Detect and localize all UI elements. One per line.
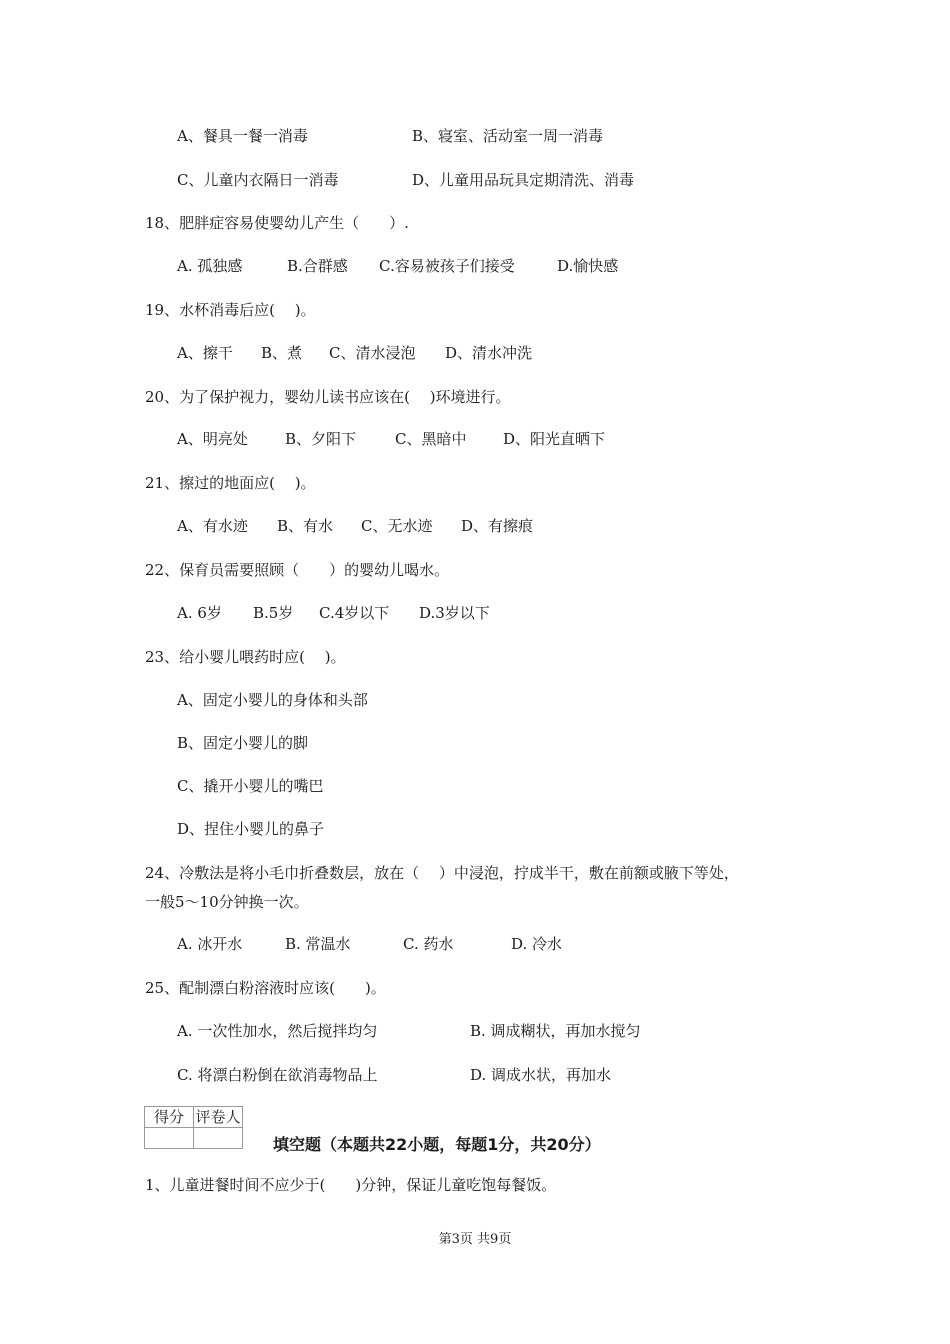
q25-option-a: A. 一次性加水，然后搅拌均匀 [177, 1022, 378, 1040]
q22-option-a: A. 6岁 [177, 604, 222, 622]
q20-option-c: C、黑暗中 [395, 430, 467, 448]
q21-option-b: B、有水 [277, 517, 334, 535]
q17-option-d: D、儿童用品玩具定期清洗、消毒 [412, 171, 635, 189]
q18-option-d: D.愉快感 [557, 257, 619, 275]
q22-option-c: C.4岁以下 [319, 604, 390, 622]
q18-option-a: A. 孤独感 [177, 257, 243, 275]
q24-option-a: A. 冰开水 [177, 935, 243, 953]
q24-option-b: B. 常温水 [285, 935, 351, 953]
q25-option-b: B. 调成糊状，再加水搅匀 [470, 1022, 641, 1040]
score-cell [145, 1128, 194, 1149]
q21-option-a: A、有水迹 [177, 517, 248, 535]
q17-option-a: A、餐具一餐一消毒 [177, 127, 308, 145]
q23-option-a: A、固定小婴儿的身体和头部 [177, 691, 368, 709]
q24-option-d: D. 冷水 [511, 935, 563, 953]
q22-stem: 22、保育员需要照顾（ ）的婴幼儿喝水。 [145, 561, 450, 579]
q24-option-c: C. 药水 [403, 935, 454, 953]
q19-options [177, 343, 532, 363]
q25-option-d: D. 调成水状，再加水 [470, 1066, 612, 1084]
q20-stem: 20、为了保护视力，婴幼儿读书应该在( )环境进行。 [145, 388, 511, 406]
q23-option-b: B、固定小婴儿的脚 [177, 734, 309, 752]
q23-option-d: D、捏住小婴儿的鼻子 [177, 820, 325, 838]
q19-option-c: C、清水浸泡 [329, 344, 416, 362]
q21-options [177, 516, 533, 536]
q24-stem-line1: 24、冷敷法是将小毛巾折叠数层，放在（ ）中浸泡，拧成半干，敷在前额或腋下等处， [145, 864, 739, 882]
q22-options [177, 603, 490, 623]
grader-header: 评卷人 [195, 1108, 241, 1126]
q25-option-c: C. 将漂白粉倒在欲消毒物品上 [177, 1066, 378, 1084]
q24-options [177, 934, 562, 954]
q20-option-b: B、夕阳下 [285, 430, 357, 448]
q20-options [177, 429, 605, 449]
q18-option-c: C.容易被孩子们接受 [379, 257, 515, 275]
grader-cell [194, 1128, 243, 1149]
q21-option-c: C、无水迹 [361, 517, 433, 535]
q23-option-c: C、撬开小婴儿的嘴巴 [177, 777, 324, 795]
page-footer: 第3页 共9页 [438, 1232, 512, 1247]
score-header: 得分 [145, 1107, 194, 1128]
q19-option-d: D、清水冲洗 [445, 344, 533, 362]
q20-option-a: A、明亮处 [177, 430, 248, 448]
q22-option-d: D.3岁以下 [419, 604, 490, 622]
q18-stem: 18、肥胖症容易使婴幼儿产生（ ）. [145, 214, 409, 232]
q25-stem: 25、配制漂白粉溶液时应该( )。 [145, 979, 386, 997]
q19-option-b: B、煮 [261, 344, 303, 362]
q18-options [177, 256, 618, 276]
fill-question-1: 1、儿童进餐时间不应少于( )分钟，保证儿童吃饱每餐饭。 [145, 1176, 557, 1194]
q24-stem-line2: 一般5～10分钟换一次。 [145, 893, 309, 911]
section-title: 填空题（本题共22小题，每题1分，共20分） [273, 1135, 601, 1154]
q19-option-a: A、擦干 [177, 344, 233, 362]
q23-stem: 23、给小婴儿喂药时应( )。 [145, 648, 346, 666]
q21-option-d: D、有擦痕 [461, 517, 534, 535]
score-table [144, 1106, 243, 1149]
q18-option-b: B.合群感 [287, 257, 348, 275]
q17-option-c: C、儿童内衣隔日一消毒 [177, 171, 339, 189]
q20-option-d: D、阳光直晒下 [503, 430, 606, 448]
q22-option-b: B.5岁 [253, 604, 294, 622]
q19-stem: 19、水杯消毒后应( )。 [145, 301, 316, 319]
q17-option-b: B、寝室、活动室一周一消毒 [412, 127, 604, 145]
q21-stem: 21、擦过的地面应( )。 [145, 474, 316, 492]
